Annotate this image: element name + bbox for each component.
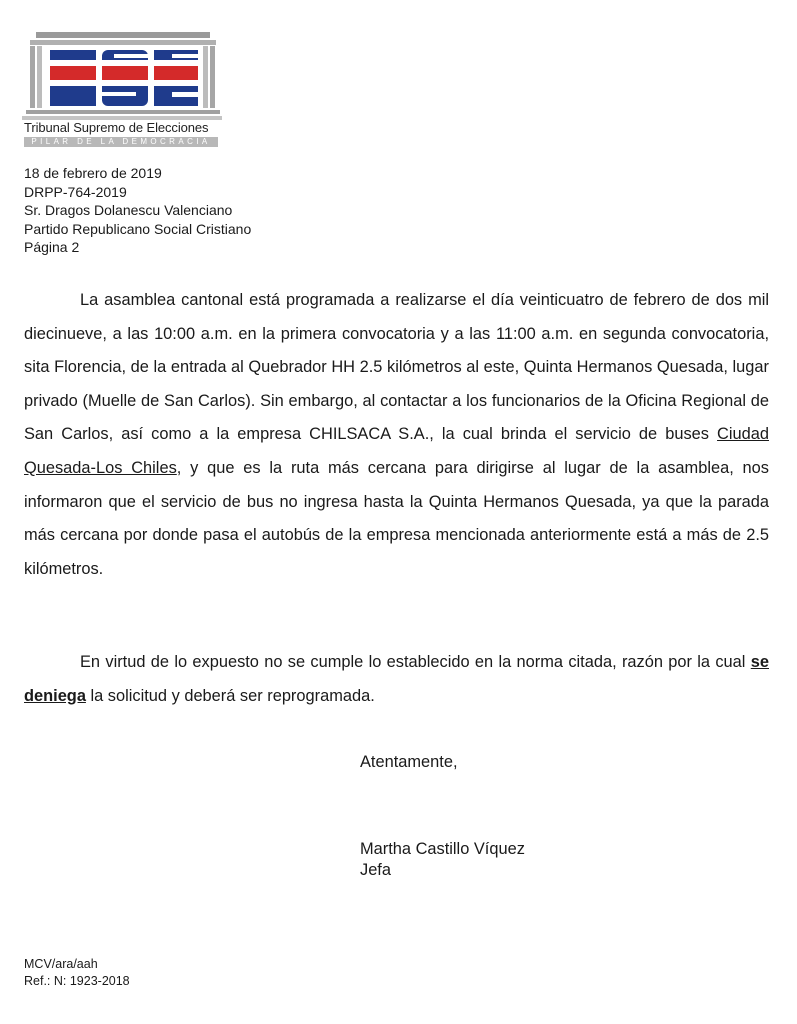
letter-t-shape: [50, 50, 96, 106]
typist-initials: MCV/ara/aah: [24, 957, 98, 971]
letter-e-shape: [154, 50, 198, 106]
decision-emphasis: se deniega: [24, 653, 769, 705]
reference-number: Ref.: N: 1923-2018: [24, 974, 130, 988]
institution-tagline: PILAR DE LA DEMOCRACIA: [24, 137, 218, 147]
letter-reference: DRPP-764-2019: [24, 183, 127, 200]
paragraph-2-text-a: En virtud de lo expuesto no se cumple lo establecido en la norma citada, razón por la cual: [80, 653, 746, 671]
letter-s-shape: [102, 50, 148, 106]
letter-header: [24, 164, 251, 257]
letter-date: 18 de febrero de 2019: [24, 165, 162, 181]
bus-route-name: Ciudad Quesada-Los Chiles: [24, 425, 769, 477]
signer-title: Jefa: [360, 861, 391, 879]
closing-salutation: Atentamente,: [360, 753, 458, 771]
footer-references: [24, 956, 130, 990]
body-paragraph-1: [24, 284, 769, 586]
signature-block: [360, 839, 525, 881]
signer-name: Martha Castillo Víquez: [360, 840, 525, 858]
tse-emblem: [22, 30, 222, 122]
paragraph-2-text-b: la solicitud y deberá ser reprogramada.: [90, 686, 375, 705]
recipient-party: Partido Republicano Social Cristiano: [24, 220, 252, 237]
page-number: Página 2: [24, 239, 80, 255]
tse-logo: [22, 30, 222, 148]
paragraph-1-text-a: La asamblea cantonal está programada a realizarse el día veinticuatro de febrero de dos mil diecinueve, a las 10:00 a.m. en la primera convocatoria y a las 11:00 a.m. en segunda convocatoria, sita Florencia, de la entrada al Quebrador HH 2.5 kilómetros al este, Quinta Hermanos Quesada, lugar privado (Muelle de San Carlos). Sin embargo, al contactar a los funcionarios de la Oficina Regional de San Carlos, así como a la empresa CHILSACA S.A., la cual brinda el servicio de buses: [24, 291, 769, 444]
recipient-name: Sr. Dragos Dolanescu Valenciano: [24, 202, 233, 218]
paragraph-1-text-b: , y que es la ruta más cercana para dirigirse al lugar de la asamblea, nos informaron que el servicio de bus no ingresa hasta la Quinta Hermanos Quesada, ya que la parada más cercana por donde pasa el autobús de la empresa mencionada anteriormente está a más de 2.5 kilómetros.: [24, 458, 769, 578]
body-paragraph-2: [24, 646, 769, 713]
institution-name: Tribunal Supremo de Elecciones: [24, 120, 209, 135]
